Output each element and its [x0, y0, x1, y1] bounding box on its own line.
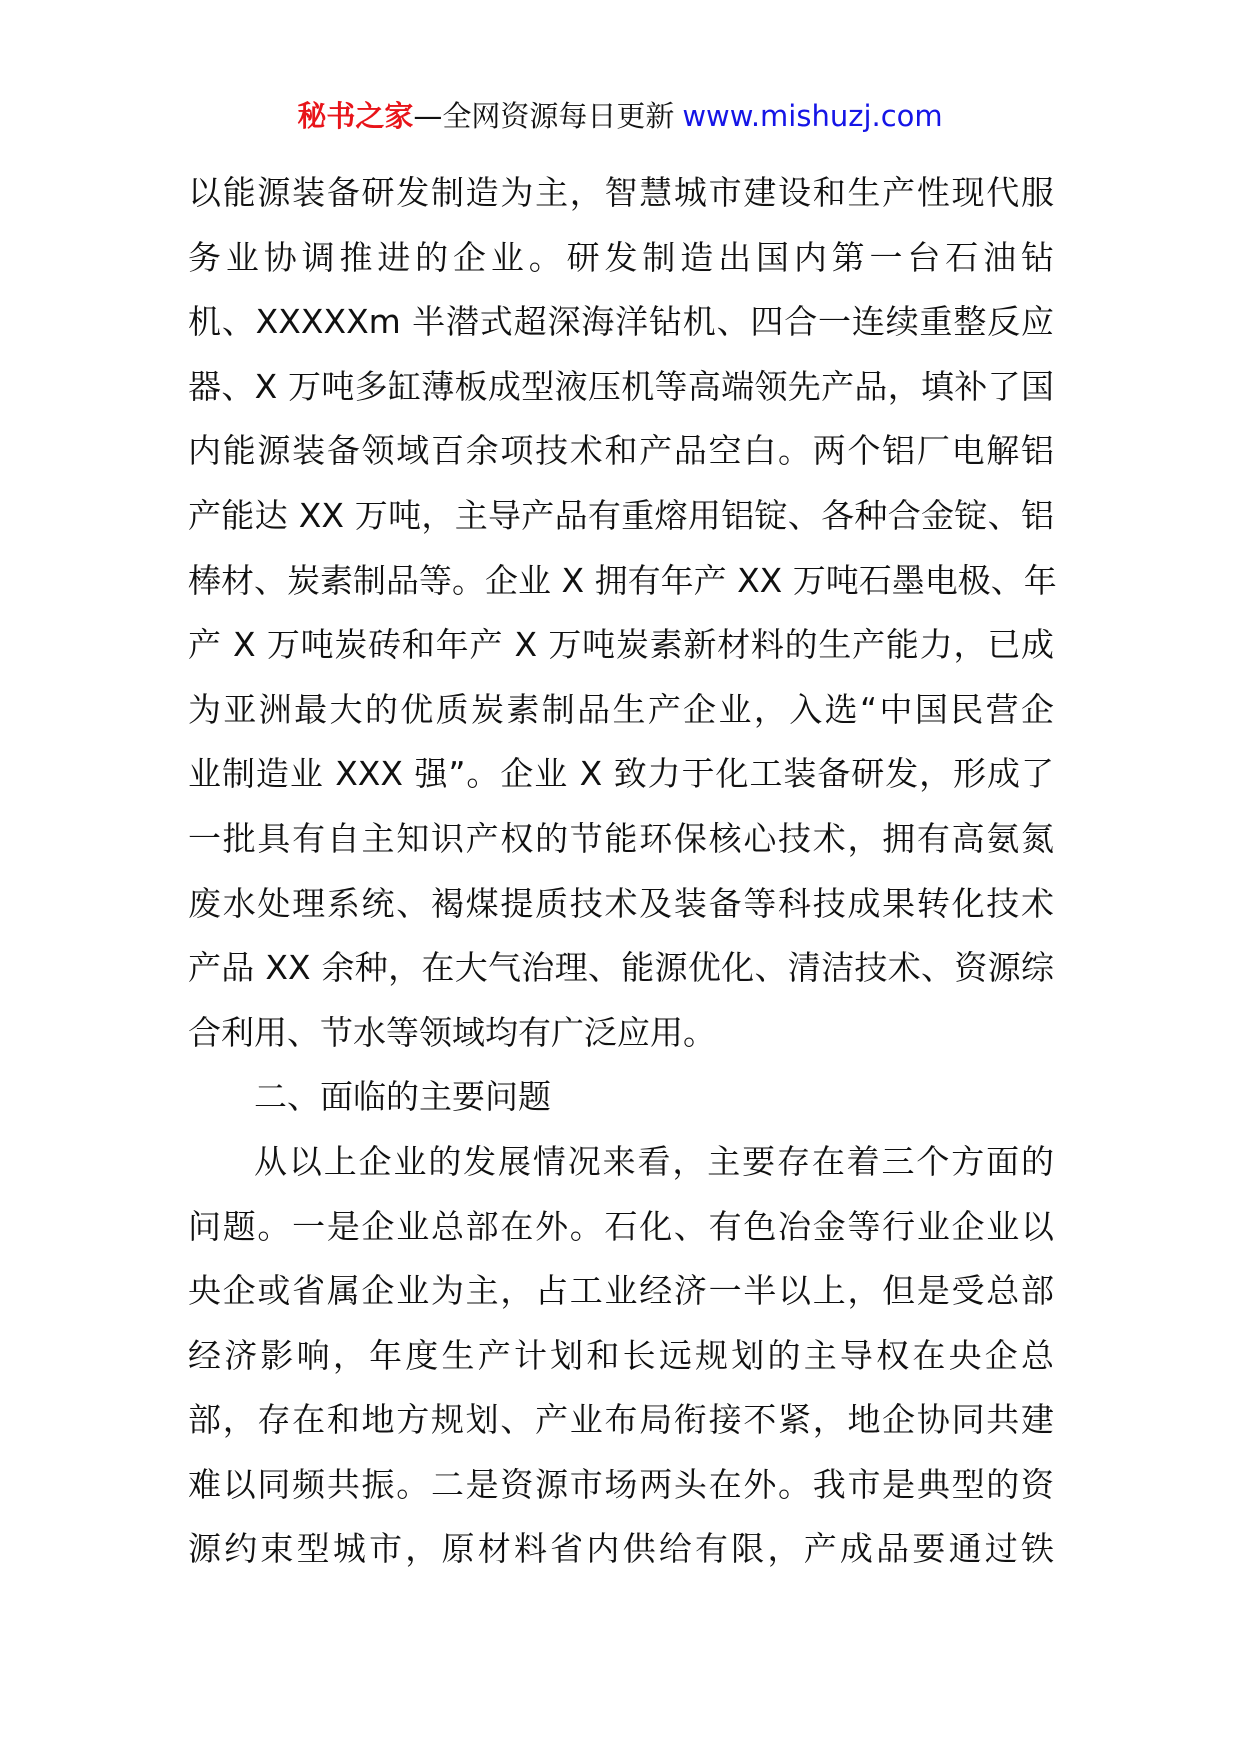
text-line: 产能达 XX 万吨，主导产品有重熔用铝锭、各种合金锭、铝 — [188, 495, 1054, 535]
text-line: 棒材、炭素制品等。企业 X 拥有年产 XX 万吨石墨电极、年 — [188, 560, 1057, 600]
text-line: 从以上企业的发展情况来看，主要存在着三个方面的 — [254, 1141, 1054, 1181]
text-line: 业制造业 XXX 强”。企业 X 致力于化工装备研发，形成了 — [188, 754, 1054, 794]
site-header — [0, 96, 1240, 136]
text-line: 一批具有自主知识产权的节能环保核心技术，拥有高氨氮 — [188, 818, 1054, 858]
site-tagline: —全网资源每日更新 — [413, 99, 675, 133]
site-brand: 秘书之家 — [297, 99, 414, 133]
text-line: 产 X 万吨炭砖和年产 X 万吨炭素新材料的生产能力，已成 — [188, 625, 1054, 665]
text-line: 器、X 万吨多缸薄板成型液压机等高端领先产品，填补了国 — [188, 366, 1054, 406]
section-heading: 二、面临的主要问题 — [254, 1077, 551, 1117]
text-line: 部，存在和地方规划、产业布局衔接不紧，地企协同共建 — [188, 1400, 1054, 1440]
text-line: 内能源装备领域百余项技术和产品空白。两个铝厂电解铝 — [188, 431, 1054, 471]
text-line: 机、XXXXXm 半潜式超深海洋钻机、四合一连续重整反应 — [188, 302, 1054, 342]
document-body — [188, 161, 1057, 1582]
text-line: 合利用、节水等领域均有广泛应用。 — [188, 1012, 716, 1052]
text-line: 问题。一是企业总部在外。石化、有色冶金等行业企业以 — [188, 1206, 1054, 1246]
text-line: 经济影响，年度生产计划和长远规划的主导权在央企总 — [188, 1335, 1054, 1375]
text-line: 源约束型城市，原材料省内供给有限，产成品要通过铁 — [188, 1529, 1054, 1569]
text-line: 废水处理系统、褐煤提质技术及装备等科技成果转化技术 — [188, 883, 1054, 923]
text-line: 务业协调推进的企业。研发制造出国内第一台石油钻 — [188, 237, 1054, 277]
text-line: 央企或省属企业为主，占工业经济一半以上，但是受总部 — [188, 1271, 1054, 1311]
site-url[interactable]: www.mishuzj.com — [682, 99, 943, 133]
text-line: 难以同频共振。二是资源市场两头在外。我市是典型的资 — [188, 1464, 1054, 1504]
text-line: 以能源装备研发制造为主，智慧城市建设和生产性现代服 — [188, 173, 1054, 212]
text-line: 为亚洲最大的优质炭素制品生产企业，入选“中国民营企 — [188, 689, 1054, 729]
text-line: 产品 XX 余种，在大气治理、能源优化、清洁技术、资源综 — [188, 948, 1054, 988]
